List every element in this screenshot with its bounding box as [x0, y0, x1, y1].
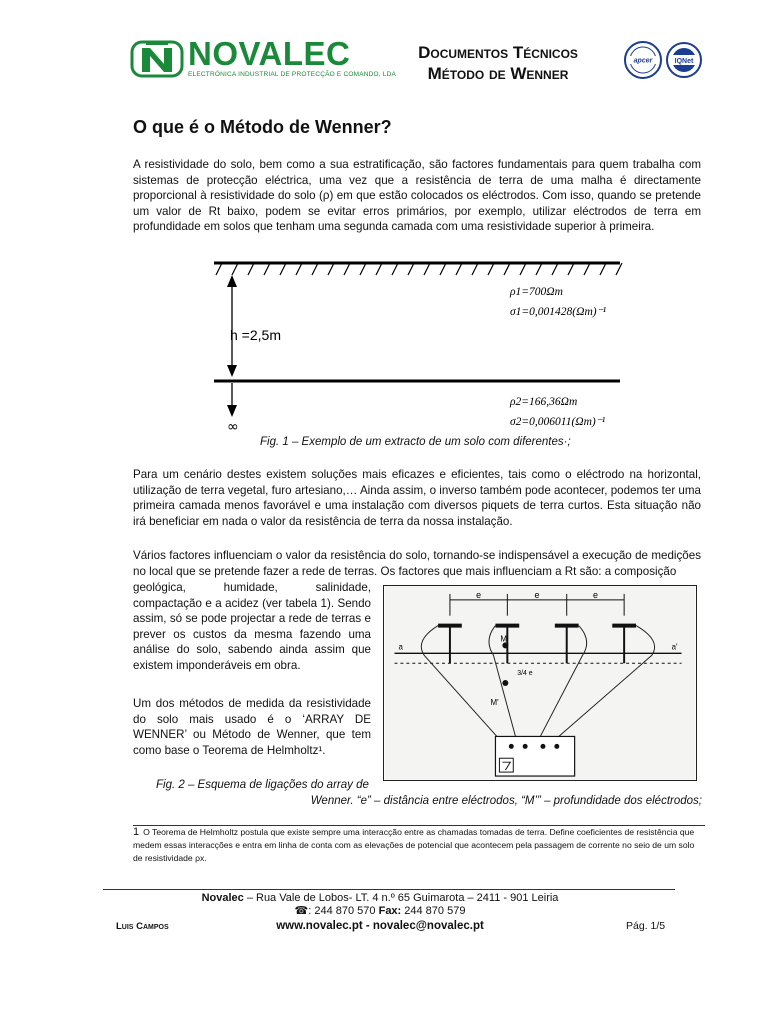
depth-label: 3/4 e — [517, 670, 533, 678]
figure1-caption: Fig. 1 – Exemplo de um extracto de um solo com diferentes·; — [260, 436, 571, 448]
point-m-prime: M' — [490, 697, 499, 707]
infinity-label: ∞ — [227, 419, 239, 435]
layer-depth-label: h =2,5m — [230, 327, 281, 343]
footer-contact — [180, 892, 580, 933]
footnote-number: 1 — [133, 826, 140, 838]
label-a: a — [398, 642, 403, 652]
footer-web-link[interactable]: www.novalec.pt - novalec@novalec.pt — [276, 920, 484, 932]
footer-phone-text: ☎: 244 870 570 — [294, 905, 379, 917]
figure2-caption — [156, 777, 702, 809]
doc-subject: Método de Wenner — [427, 64, 569, 83]
page-number: Pág. 1/5 — [626, 920, 666, 932]
sigma2-label: σ2=0,006011(Ωm)⁻¹ — [510, 416, 606, 428]
paragraph-factors-cont: geológica, humidade, salinidade, compactação e a acidez (ver tabela 1). Sendo assim, só se pode projectar a rede de terras e prever os custos da mesma fazendo uma análise do solo, sabendo ainda assim que existem imponderáveis em obra. — [133, 581, 371, 672]
author-name: Luis Campos — [116, 921, 169, 932]
paragraph-intro: A resistividade do solo, bem como a sua estratificação, são factores fundamentais para quem trabalha com sistemas de protecção eléctrica, uma vez que a resistência de terra de uma malha é directamente proporcional à resistividade do solo (ρ) em que estão colocados os eléctrodos. Com isso, quando se pretende um valor de Rt baixo, podem se evitar erros primários, por exemplo, utilizar eléctrodos de terra em profundidade em solos que tenham uma segunda camada com uma resistividade superior à primeira. — [133, 158, 701, 234]
label-a-prime: a' — [671, 642, 678, 652]
figure2-caption-line1: Fig. 2 – Esquema de ligações do array de — [156, 779, 369, 791]
footer-address — [180, 892, 580, 905]
spacing-e3: e — [592, 589, 598, 600]
footnote — [133, 826, 703, 865]
figure-soil-layers — [208, 255, 628, 435]
footer-divider — [103, 889, 675, 890]
document-header — [130, 35, 710, 88]
measuring-instrument — [495, 736, 574, 776]
page-title: O que é o Método de Wenner? — [133, 117, 392, 137]
iqnet-seal-icon — [665, 40, 703, 80]
novalec-logo-icon — [130, 38, 184, 80]
footnote-text: O Teorema de Helmholtz postula que existe sempre uma interacção entre as chamadas tomadas de terra. Define coeficientes de resistência que medem essas interacções e entra em linha de conta com as elevações de potencial que acontecem pela passagem de corrente no seio de um solo de resistividade ρx. — [133, 827, 695, 863]
footer-phone — [180, 905, 580, 918]
spacing-e2: e — [534, 589, 540, 600]
paragraph-factors: Vários factores influenciam o valor da resistência do solo, tornando-se indispensável a execução de medições no local que se pretende fazer a rede de terras. Os factores que mais influenciam a Rt são: a composição — [133, 549, 701, 578]
rho2-label: ρ2=166,36Ωm — [510, 396, 578, 408]
depth-arrow — [227, 275, 237, 417]
doc-category: Documentos Técnicos — [418, 43, 578, 62]
rho1-label: ρ1=700Ωm — [510, 286, 563, 298]
paragraph-scenarios: Para um cenário destes existem soluções mais eficazes e eficientes, tais como o eléctrodo na horizontal, utilização de terra vegetal, furo artesiano,… Ainda assim, o inverso também pode acontecer, podemos ter uma primeira camada menos favorável e uma instalação com diversos piquets de terra curtos. Esta situação não irá beneficiar em nada o valor da resistência de terra da nossa instalação. — [133, 468, 701, 528]
certification-seals — [623, 40, 703, 80]
seal2-text: IQNet — [674, 58, 694, 65]
novalec-logo — [130, 35, 397, 80]
brand-name: NOVALEC — [188, 35, 351, 72]
spacing-e1: e — [476, 589, 482, 600]
footer-fax-label: Fax: — [378, 905, 402, 917]
seal1-text: apcer — [633, 57, 653, 65]
brand-tagline: ELECTRÓNICA INDUSTRIAL DE PROTECÇÃO E COMANDO, LDA — [188, 71, 397, 78]
point-m: M — [500, 634, 508, 644]
apcer-seal-icon — [623, 40, 663, 80]
ground-surface — [214, 263, 622, 275]
figure2-caption-line2: Wenner. “e” – distância entre eléctrodos, “M’” – profundidade dos eléctrodos; — [310, 795, 702, 807]
footer-address-text: – Rua Vale de Lobos- LT. 4 n.º 65 Guimarota – 2411 - 901 Leiria — [243, 892, 559, 904]
footer-fax-text: 244 870 579 — [401, 905, 466, 917]
sigma1-label: σ1=0,001428(Ωm)⁻¹ — [510, 306, 607, 318]
paragraph-wenner: Um dos métodos de medida da resistividade do solo mais usado é o ‘ARRAY DE WENNER’ ou Método de Wenner, que tem como base o Teorema de Helmholtz¹. — [133, 697, 371, 757]
footer-company: Novalec — [201, 892, 244, 904]
document-title — [398, 42, 598, 84]
figure-wenner-array — [383, 585, 697, 781]
